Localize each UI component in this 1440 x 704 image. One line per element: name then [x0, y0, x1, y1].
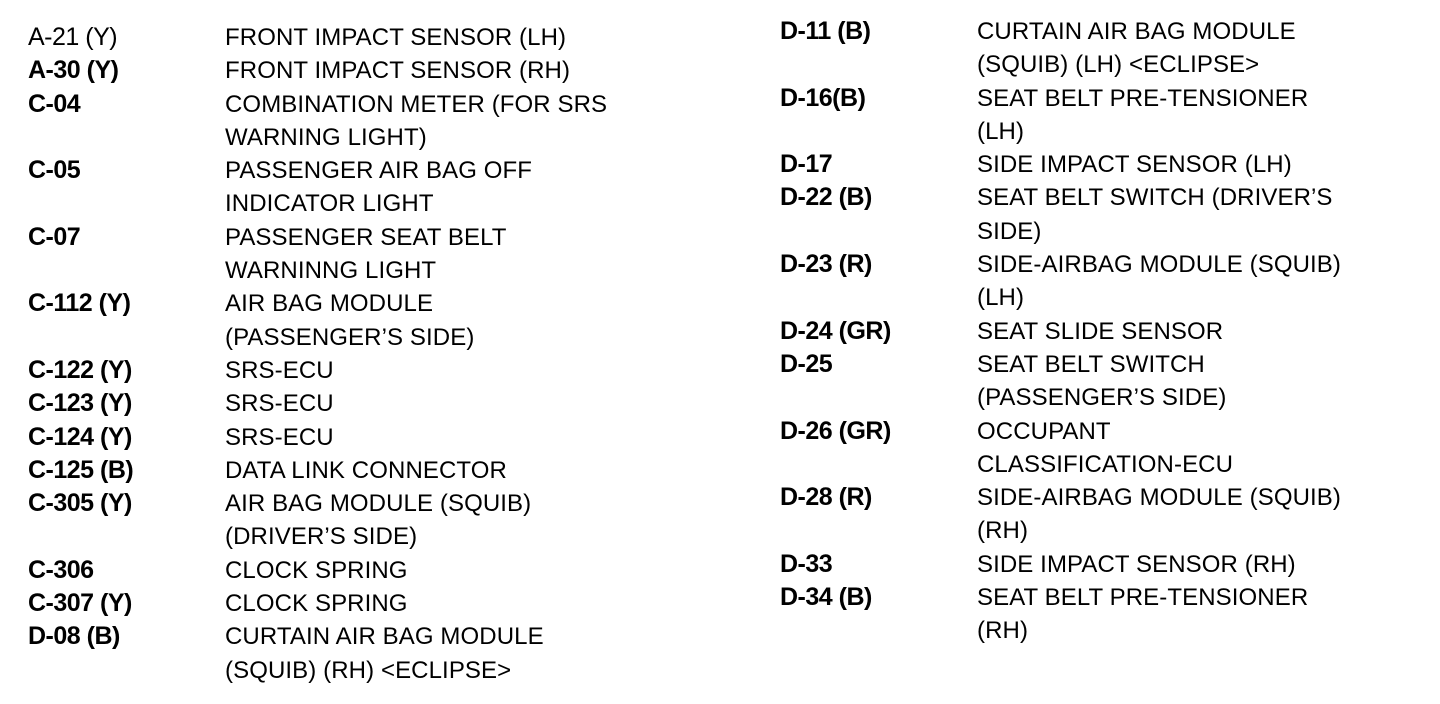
connector-code: D-22 (B)	[780, 183, 872, 212]
connector-code: C-04	[28, 89, 81, 118]
connector-code: D-26 (GR)	[780, 416, 891, 445]
connector-entry	[28, 487, 728, 554]
connector-code: C-305 (Y)	[28, 489, 132, 518]
description-line: (PASSENGER’S SIDE)	[977, 384, 1227, 412]
connector-entry	[780, 181, 1430, 248]
connector-description	[977, 415, 1233, 482]
connector-code: D-33	[780, 549, 833, 578]
connector-description	[225, 387, 334, 420]
description-line: (LH)	[977, 117, 1025, 145]
description-line: SEAT BELT SWITCH (DRIVER’S	[977, 184, 1333, 212]
description-line: PASSENGER AIR BAG OFF	[225, 157, 533, 185]
connector-entry	[28, 587, 728, 620]
description-line: PASSENGER SEAT BELT	[225, 223, 507, 251]
connector-code: C-122 (Y)	[28, 355, 132, 384]
description-line: SEAT BELT PRE-TENSIONER	[977, 584, 1309, 612]
connector-entry	[780, 481, 1430, 548]
connector-entry	[780, 315, 1430, 348]
connector-list-left	[28, 21, 728, 687]
description-line: (SQUIB) (LH) <ECLIPSE>	[977, 51, 1260, 79]
connector-entry	[28, 421, 728, 454]
description-line: SEAT SLIDE SENSOR	[977, 317, 1224, 345]
description-line: (RH)	[977, 517, 1029, 545]
description-line: (RH)	[977, 617, 1029, 645]
connector-code: D-08 (B)	[28, 622, 120, 651]
description-line: CLOCK SPRING	[225, 590, 408, 618]
connector-entry	[780, 248, 1430, 315]
connector-code: D-34 (B)	[780, 583, 872, 612]
description-line: CURTAIN AIR BAG MODULE	[225, 623, 544, 651]
connector-description	[225, 21, 566, 54]
connector-code: D-28 (R)	[780, 483, 872, 512]
connector-code: A-21 (Y)	[28, 23, 118, 51]
description-line: AIR BAG MODULE (SQUIB)	[225, 490, 532, 518]
connector-description	[225, 587, 408, 620]
description-line: SEAT BELT PRE-TENSIONER	[977, 84, 1309, 112]
connector-code: C-07	[28, 222, 81, 251]
connector-description	[225, 620, 544, 687]
description-line: (SQUIB) (RH) <ECLIPSE>	[225, 656, 512, 684]
connector-entry	[28, 154, 728, 221]
connector-description	[977, 348, 1226, 415]
connector-description	[977, 581, 1308, 648]
connector-description	[225, 154, 532, 221]
description-line: SRS-ECU	[225, 423, 334, 451]
description-line: DATA LINK CONNECTOR	[225, 456, 507, 484]
description-line: SRS-ECU	[225, 356, 334, 384]
connector-code: D-17	[780, 150, 833, 179]
connector-code: D-16(B)	[780, 83, 866, 112]
connector-entry	[780, 148, 1430, 181]
connector-code: C-306	[28, 555, 94, 584]
connector-entry	[780, 15, 1430, 82]
description-line: SIDE-AIRBAG MODULE (SQUIB)	[977, 484, 1341, 512]
connector-entry	[28, 54, 728, 87]
connector-entry	[28, 387, 728, 420]
connector-code: D-11 (B)	[780, 17, 871, 45]
connector-entry	[28, 354, 728, 387]
connector-code: D-24 (GR)	[780, 316, 891, 345]
description-line: INDICATOR LIGHT	[225, 190, 434, 218]
description-line: CLOCK SPRING	[225, 556, 408, 584]
description-line: SRS-ECU	[225, 390, 334, 418]
connector-entry	[28, 21, 728, 54]
description-line: (DRIVER’S SIDE)	[225, 523, 418, 551]
connector-code: A-30 (Y)	[28, 56, 119, 85]
connector-description	[225, 54, 570, 87]
connector-description	[225, 554, 408, 587]
connector-description	[977, 15, 1296, 82]
connector-description	[225, 287, 474, 354]
description-line: (PASSENGER’S SIDE)	[225, 323, 475, 351]
connector-code: C-307 (Y)	[28, 589, 132, 618]
connector-entry	[28, 88, 728, 155]
description-line: SIDE IMPACT SENSOR (RH)	[977, 550, 1296, 578]
connector-description	[977, 548, 1296, 581]
connector-code: C-125 (B)	[28, 455, 134, 484]
connector-description	[977, 315, 1223, 348]
description-line: CURTAIN AIR BAG MODULE	[977, 18, 1296, 45]
description-line: SIDE IMPACT SENSOR (LH)	[977, 151, 1292, 179]
description-line: FRONT IMPACT SENSOR (RH)	[225, 57, 571, 85]
description-line: SIDE)	[977, 217, 1042, 245]
connector-entry	[780, 348, 1430, 415]
connector-code: C-123 (Y)	[28, 389, 132, 418]
description-line: FRONT IMPACT SENSOR (LH)	[225, 24, 567, 51]
connector-entry	[780, 415, 1430, 482]
description-line: SIDE-AIRBAG MODULE (SQUIB)	[977, 251, 1341, 279]
connector-description	[977, 181, 1333, 248]
connector-description	[225, 88, 607, 155]
connector-entry	[780, 548, 1430, 581]
connector-description	[225, 487, 531, 554]
connector-description	[225, 454, 507, 487]
connector-entry	[780, 581, 1430, 648]
connector-description	[977, 148, 1292, 181]
connector-list-right	[780, 15, 1430, 648]
connector-entry	[28, 620, 728, 687]
description-line: SEAT BELT SWITCH	[977, 350, 1205, 378]
description-line: (LH)	[977, 284, 1025, 312]
connector-description	[225, 421, 334, 454]
connector-entry	[28, 221, 728, 288]
connector-entry	[28, 287, 728, 354]
description-line: WARNINNG LIGHT	[225, 257, 437, 285]
connector-description	[225, 354, 334, 387]
connector-description	[977, 481, 1341, 548]
description-line: COMBINATION METER (FOR SRS	[225, 90, 608, 118]
connector-entry	[28, 454, 728, 487]
description-line: WARNING LIGHT)	[225, 123, 427, 151]
connector-entry	[780, 82, 1430, 149]
connector-code: C-05	[28, 156, 81, 185]
connector-description	[225, 221, 507, 288]
description-line: OCCUPANT	[977, 417, 1111, 445]
description-line: CLASSIFICATION-ECU	[977, 450, 1234, 478]
connector-code: D-25	[780, 349, 833, 378]
connector-code: C-124 (Y)	[28, 422, 132, 451]
connector-description	[977, 82, 1308, 149]
connector-description	[977, 248, 1341, 315]
connector-code: D-23 (R)	[780, 250, 872, 279]
connector-entry	[28, 554, 728, 587]
description-line: AIR BAG MODULE	[225, 290, 434, 318]
connector-code: C-112 (Y)	[28, 289, 131, 318]
